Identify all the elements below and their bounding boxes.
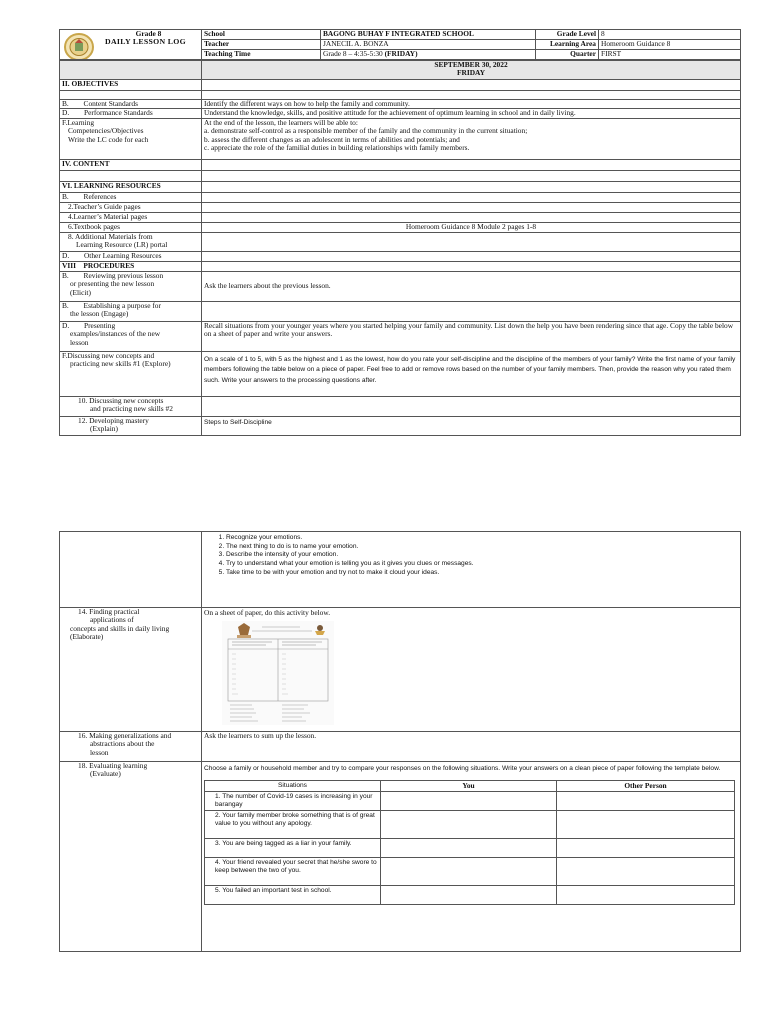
competencies-line: a. demonstrate self-control as a responsible member of the family and the community in the current situation; [204, 126, 528, 136]
discussing-2-label-line: and practicing new skills #2 [90, 404, 173, 414]
other-resources-value [202, 251, 741, 261]
steps-value [202, 532, 741, 608]
purpose-label [60, 301, 202, 321]
self-discipline-steps [204, 534, 738, 578]
mastery-label [60, 416, 202, 435]
purpose-value [202, 301, 741, 321]
you-answer-cell [381, 811, 557, 839]
situation-cell: 2. Your family member broke something that is of great value to you without any apology. [205, 811, 381, 839]
situation-cell: 3. You are being tagged as a liar in your family. [205, 839, 381, 858]
generalization-value: Ask the learners to sum up the lesson. [202, 732, 741, 762]
lesson-log-page-1 [59, 29, 740, 436]
generalization-label [60, 732, 202, 762]
learners-material-label: 4.Learner’s Material pages [60, 212, 202, 222]
learners-material-value [202, 212, 741, 222]
competencies-label [60, 118, 202, 159]
spacer-value [202, 91, 741, 100]
grade-level-value: 8 [599, 30, 741, 40]
purpose-label-line: the lesson (Engage) [70, 309, 129, 319]
quarter-value: FIRST [599, 50, 741, 60]
other-answer-cell [557, 886, 735, 905]
finding-label [60, 608, 202, 732]
you-answer-cell [381, 858, 557, 886]
resources-heading: VI. LEARNING RESOURCES [60, 181, 202, 192]
mastery-value: Steps to Self-Discipline [202, 416, 741, 435]
competencies-line: At the end of the lesson, the learners will be able to: [204, 118, 358, 127]
learning-area-value: Homeroom Guidance 8 [599, 40, 741, 50]
situation-cell: 5. You failed an important test in school. [205, 886, 381, 905]
spacer-label [60, 91, 202, 100]
review-value: Ask the learners about the previous lesson. [202, 271, 741, 301]
teacher-label: Teacher [202, 40, 321, 50]
discussing-1-value: On a scale of 1 to 5, with 5 as the highest and 1 as the lowest, how do you rate your self-discipline and the discipline of the members of your family? Write the first name of your family members following the table below on a piece of paper. Feel free to add or remove rows based on the number of your family members. Then, provide the reason why you rated them such. Write your answers to the processing questions after. [202, 351, 741, 396]
presenting-value: Recall situations from your younger years where you started helping your family and community. List down the help you have been rendering since that age. Copy the table below on a sheet of paper and write your answers. [202, 321, 741, 351]
situations-header: Situations [205, 781, 381, 792]
finding-label-line: (Elaborate) [70, 632, 104, 642]
competencies-value [202, 118, 741, 159]
generalization-label-line: lesson [90, 747, 109, 757]
time-day: (FRIDAY) [384, 49, 418, 58]
evaluating-label-line: (Evaluate) [90, 769, 121, 779]
competencies-label-line: F.Learning [62, 118, 95, 127]
school-seal-icon [63, 32, 95, 60]
situation-cell: 1. The number of Covid-19 cases is increasing in your barangay [205, 792, 381, 811]
presenting-label-line: examples/instances of the new [70, 329, 161, 339]
you-answer-cell [381, 792, 557, 811]
lesson-date: SEPTEMBER 30, 2022 [434, 60, 508, 69]
content-standards-label: B. Content Standards [60, 100, 202, 109]
step-item: 3. Describe the intensity of your emotion. [226, 551, 738, 560]
competencies-label-line: Write the LC code for each [68, 134, 149, 144]
finding-value [202, 608, 741, 732]
resources-heading-value [202, 181, 741, 192]
additional-materials-line: Learning Resource (LR) portal [76, 240, 168, 250]
other-answer-cell [557, 792, 735, 811]
discussing-2-value [202, 396, 741, 416]
step-item: 2. The next thing to do is to name your emotion. [226, 543, 738, 552]
objectives-heading-value [202, 80, 741, 91]
performance-standards-label: D. Performance Standards [60, 109, 202, 118]
mastery-label-line: 12. Developing mastery [78, 416, 149, 425]
review-label-line: B. Reviewing previous lesson [62, 271, 164, 280]
competencies-line: c. appreciate the role of the familial duties in building relationships with family members. [204, 143, 470, 153]
presenting-label [60, 321, 202, 351]
lesson-day: FRIDAY [456, 68, 486, 78]
other-answer-cell [557, 839, 735, 858]
grade-title: Grade 8 [135, 29, 162, 38]
you-answer-cell [381, 886, 557, 905]
mastery-label-line: (Explain) [90, 424, 118, 434]
presenting-label-line: D. Presenting [62, 321, 116, 330]
discussing-2-label-line: 10. Discussing new concepts [78, 396, 164, 405]
other-resources-label: D. Other Learning Resources [60, 251, 202, 261]
header-table [59, 29, 741, 60]
discussing-2-label [60, 396, 202, 416]
references-value [202, 192, 741, 202]
teacher-value: JANECIL A. BONZA [321, 40, 536, 50]
textbook-value: Homeroom Guidance 8 Module 2 pages 1-8 [202, 222, 741, 232]
time-value-text: Grade 8 – 4:35-5:30 [323, 49, 385, 58]
finding-label-line: concepts and skills in daily living [70, 623, 170, 633]
time-value [321, 50, 536, 60]
lesson-log-table [59, 60, 741, 436]
objectives-heading: II. OBJECTIVES [60, 80, 202, 91]
spacer-value [202, 170, 741, 181]
content-standards-value: Identify the different ways on how to help the family and community. [202, 100, 741, 109]
step-item: 1. Recognize your emotions. [226, 534, 738, 543]
performance-standards-value: Understand the knowledge, skills, and positive attitude for the achievement of optimum learning in school and in daily living. [202, 109, 741, 118]
grade-level-label: Grade Level [536, 30, 599, 40]
generalization-label-line: 16. Making generalizations and [78, 731, 172, 740]
you-header: You [381, 781, 557, 792]
finding-instruction: On a sheet of paper, do this activity below. [204, 608, 331, 617]
purpose-label-line: B. Establishing a purpose for [62, 301, 161, 310]
procedures-heading: VIII PROCEDURES [60, 261, 202, 271]
review-label [60, 271, 202, 301]
lesson-log-page-2 [59, 531, 740, 952]
other-answer-cell [557, 858, 735, 886]
school-label: School [202, 30, 321, 40]
worksheet-figure-icon [222, 621, 334, 725]
additional-materials-label [60, 232, 202, 251]
evaluating-value [202, 762, 741, 952]
additional-materials-value [202, 232, 741, 251]
evaluating-label [60, 762, 202, 952]
step-item: 5. Take time to be with your emotion and try not to make it cloud your ideas. [226, 569, 738, 578]
discussing-1-label-line: practicing new skills #1 (Explore) [70, 359, 171, 369]
review-label-line: or presenting the new lesson [70, 279, 155, 289]
title-cell [60, 30, 202, 60]
additional-materials-line: 8. Additional Materials from [68, 232, 153, 241]
document-title: DAILY LESSON LOG [105, 37, 186, 47]
finding-label-line: 14. Finding practical [78, 607, 140, 616]
competencies-line: b. assess the different changes as an adolescent in terms of abilities and potentials; and [204, 134, 460, 144]
discussing-1-label [60, 351, 202, 396]
evaluating-instruction: Choose a family or household member and try to compare your responses on the following situations. Write your answers on a clean piece of paper following the template below. [204, 765, 721, 772]
competencies-label-line: Competencies/Objectives [68, 126, 144, 136]
activity-worksheet-image [222, 621, 334, 725]
time-label: Teaching Time [202, 50, 321, 60]
situation-cell: 4. Your friend revealed your secret that he/she swore to keep between the two of you. [205, 858, 381, 886]
references-label: B. References [60, 192, 202, 202]
finding-label-line: applications of [90, 615, 134, 625]
you-answer-cell [381, 839, 557, 858]
quarter-label: Quarter [536, 50, 599, 60]
spacer-label [60, 170, 202, 181]
other-answer-cell [557, 811, 735, 839]
step-item: 4. Try to understand what your emotion is telling you as it gives you clues or messages. [226, 560, 738, 569]
procedures-heading-value [202, 261, 741, 271]
content-heading: IV. CONTENT [60, 159, 202, 170]
learning-area-label: Learning Area [536, 40, 599, 50]
lesson-log-table-continued [59, 531, 741, 952]
steps-label [60, 532, 202, 608]
review-label-line: (Elicit) [70, 287, 91, 297]
content-heading-value [202, 159, 741, 170]
generalization-label-line: abstractions about the [90, 739, 155, 749]
evaluating-label-line: 18. Evaluating learning [78, 761, 148, 770]
situations-table [204, 780, 735, 905]
other-person-header: Other Person [557, 781, 735, 792]
date-blank-cell [60, 61, 202, 80]
presenting-label-line: lesson [70, 337, 89, 347]
teachers-guide-label: 2.Teacher’s Guide pages [60, 202, 202, 212]
date-cell [202, 61, 741, 80]
school-value: BAGONG BUHAY F INTEGRATED SCHOOL [321, 30, 536, 40]
textbook-label: 6.Textbook pages [60, 222, 202, 232]
teachers-guide-value [202, 202, 741, 212]
discussing-1-label-line: F.Discussing new concepts and [62, 351, 155, 360]
